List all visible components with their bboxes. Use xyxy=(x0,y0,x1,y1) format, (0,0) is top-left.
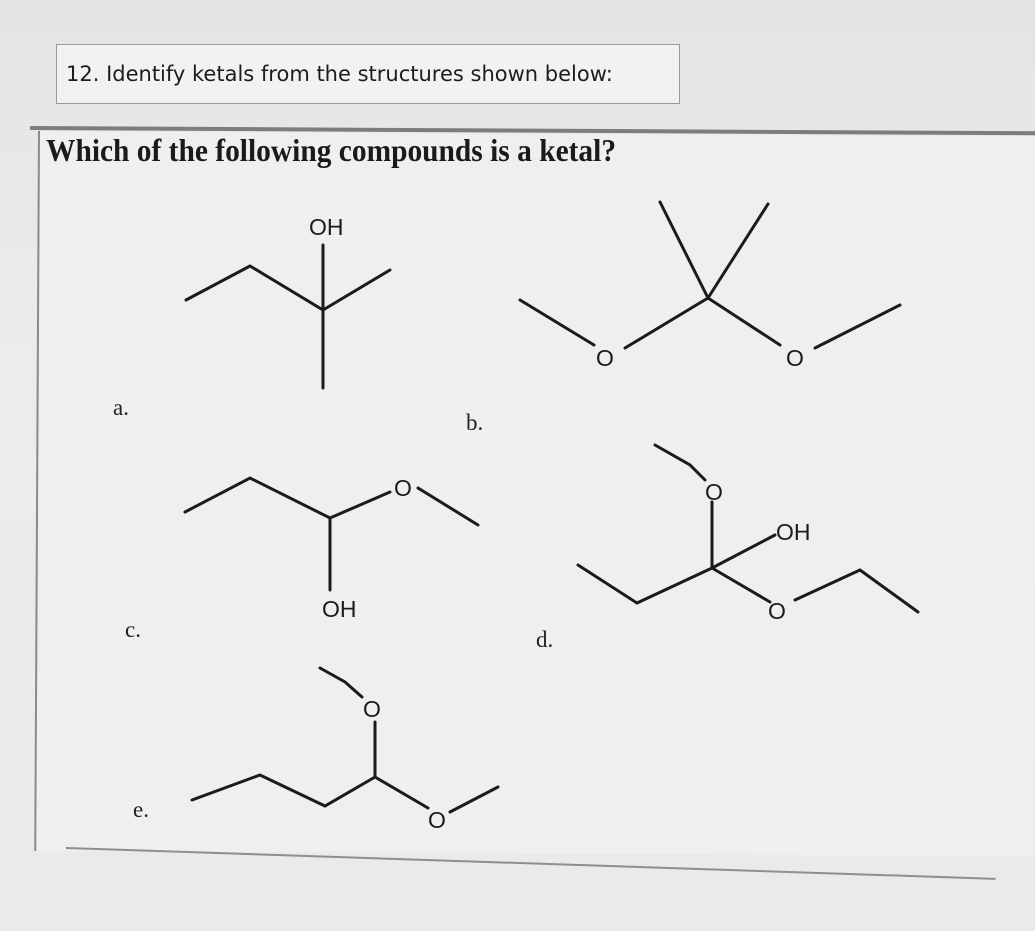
structure-e[interactable] xyxy=(192,668,498,833)
structure-c[interactable] xyxy=(185,475,478,622)
structure-c-o: O xyxy=(394,475,412,501)
structure-a-bonds xyxy=(186,245,390,388)
structure-d[interactable] xyxy=(578,445,918,624)
question-text: 12. Identify ketals from the structures shown below: xyxy=(66,62,613,86)
question-heading: Which of the following compounds is a ketal? xyxy=(46,132,617,168)
option-d-label[interactable]: d. xyxy=(536,627,554,652)
structure-c-bonds xyxy=(185,478,478,590)
structure-d-o1: O xyxy=(705,479,723,505)
structure-d-oh: OH xyxy=(776,519,811,545)
option-a-label[interactable]: a. xyxy=(113,395,129,420)
option-e-label[interactable]: e. xyxy=(133,797,149,822)
option-b-label[interactable]: b. xyxy=(466,410,484,435)
structure-d-o2: O xyxy=(768,598,786,624)
structure-c-oh: OH xyxy=(322,596,357,622)
structure-b-o1: O xyxy=(596,345,614,371)
structure-e-o1: O xyxy=(363,696,381,722)
structure-b-o2: O xyxy=(786,345,804,371)
structure-e-o2: O xyxy=(428,807,446,833)
option-c-label[interactable]: c. xyxy=(125,617,141,642)
structure-a-oh: OH xyxy=(309,214,344,240)
structure-b[interactable] xyxy=(520,202,900,371)
structure-e-bonds xyxy=(192,668,498,812)
structure-b-bonds xyxy=(520,202,900,348)
structure-a[interactable] xyxy=(186,214,390,388)
structure-d-bonds xyxy=(578,445,918,612)
